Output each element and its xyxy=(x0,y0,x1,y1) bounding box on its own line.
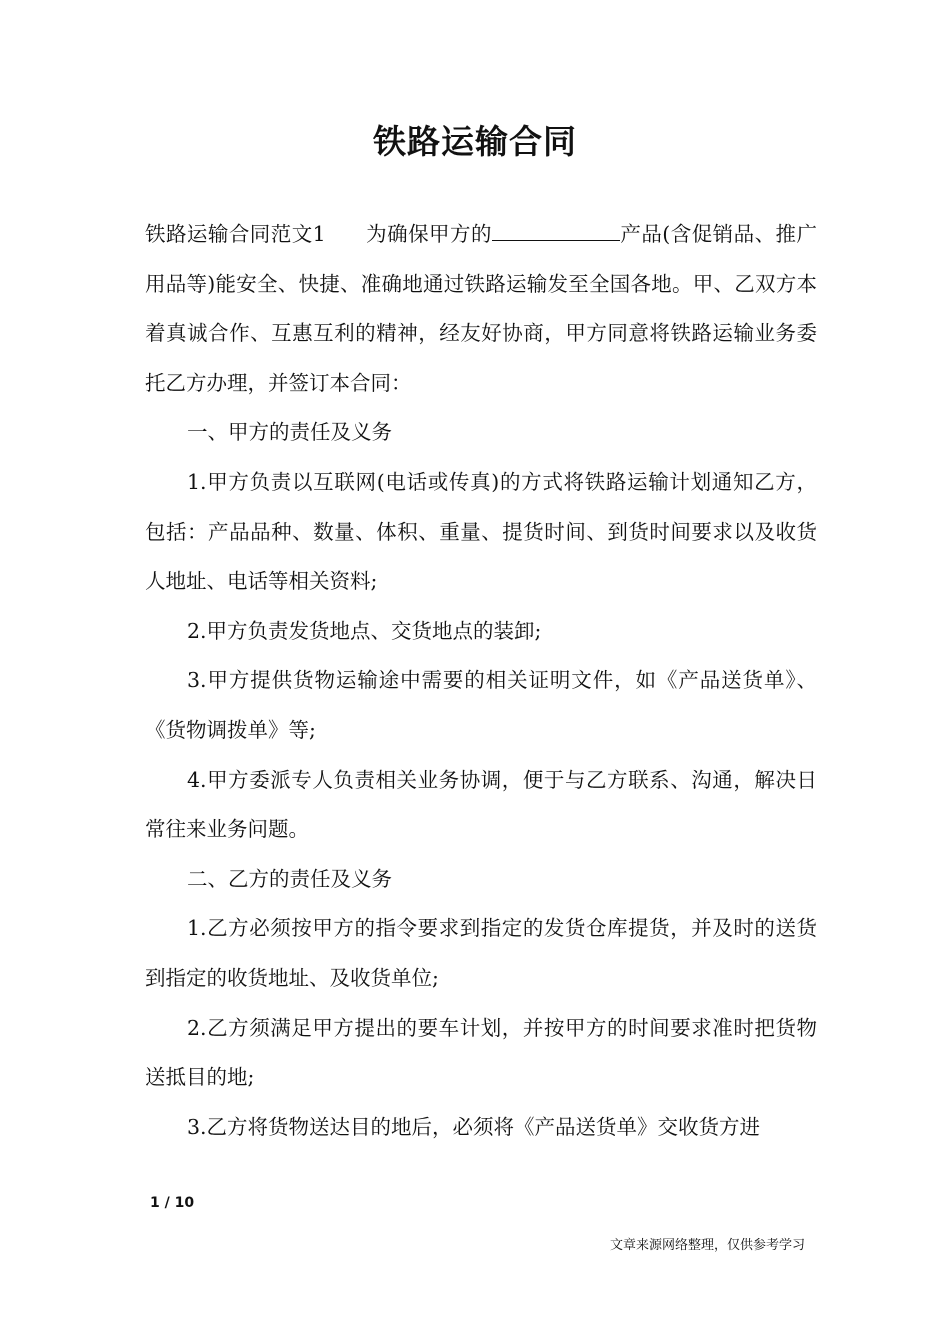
footer-note: 文章来源网络整理，仅供参考学习 xyxy=(609,1238,805,1253)
document-body xyxy=(145,210,817,1152)
intro-paragraph xyxy=(145,210,817,408)
intro-text-after-blank: 产品(含促销品、推广用品等)能安全、快捷、准确地通过铁路运输发至全国各地。甲、乙双方本着真诚合作、互惠互利的精神，经友好协商，甲方同意将铁路运输业务委托乙方办理，并签订本合同： xyxy=(145,222,818,395)
page-number: 1 / 10 xyxy=(150,1195,195,1211)
document-title: 铁路运输合同 xyxy=(373,122,577,161)
clause-a1: 1.甲方负责以互联网(电话或传真)的方式将铁路运输计划通知乙方，包括：产品品种、数量、体积、重量、提货时间、到货时间要求以及收货人地址、电话等相关资料; xyxy=(145,469,817,594)
clause-a2: 2.甲方负责发货地点、交货地点的装卸; xyxy=(187,618,542,643)
section-heading-party-b: 二、乙方的责任及义务 xyxy=(187,866,392,891)
intro-text-before-blank: 为确保甲方的 xyxy=(365,222,492,246)
clause-a3: 3.甲方提供货物运输途中需要的相关证明文件，如《产品送货单》、《货物调拨单》等; xyxy=(145,668,817,742)
clause-b1: 1.乙方必须按甲方的指令要求到指定的发货仓库提货，并及时的送货到指定的收货地址、及收货单位; xyxy=(145,916,817,990)
clause-b3: 3.乙方将货物送达目的地后，必须将《产品送货单》交收货方进 xyxy=(187,1114,761,1139)
clause-a4: 4.甲方委派专人负责相关业务协调，便于与乙方联系、沟通，解决日常往来业务问题。 xyxy=(145,767,817,842)
clause-b2: 2.乙方须满足甲方提出的要车计划，并按甲方的时间要求准时把货物送抵目的地; xyxy=(145,1015,817,1090)
section-heading-party-a: 一、甲方的责任及义务 xyxy=(187,420,392,445)
intro-label: 铁路运输合同范文1 xyxy=(145,222,326,246)
fill-in-blank xyxy=(492,222,620,241)
